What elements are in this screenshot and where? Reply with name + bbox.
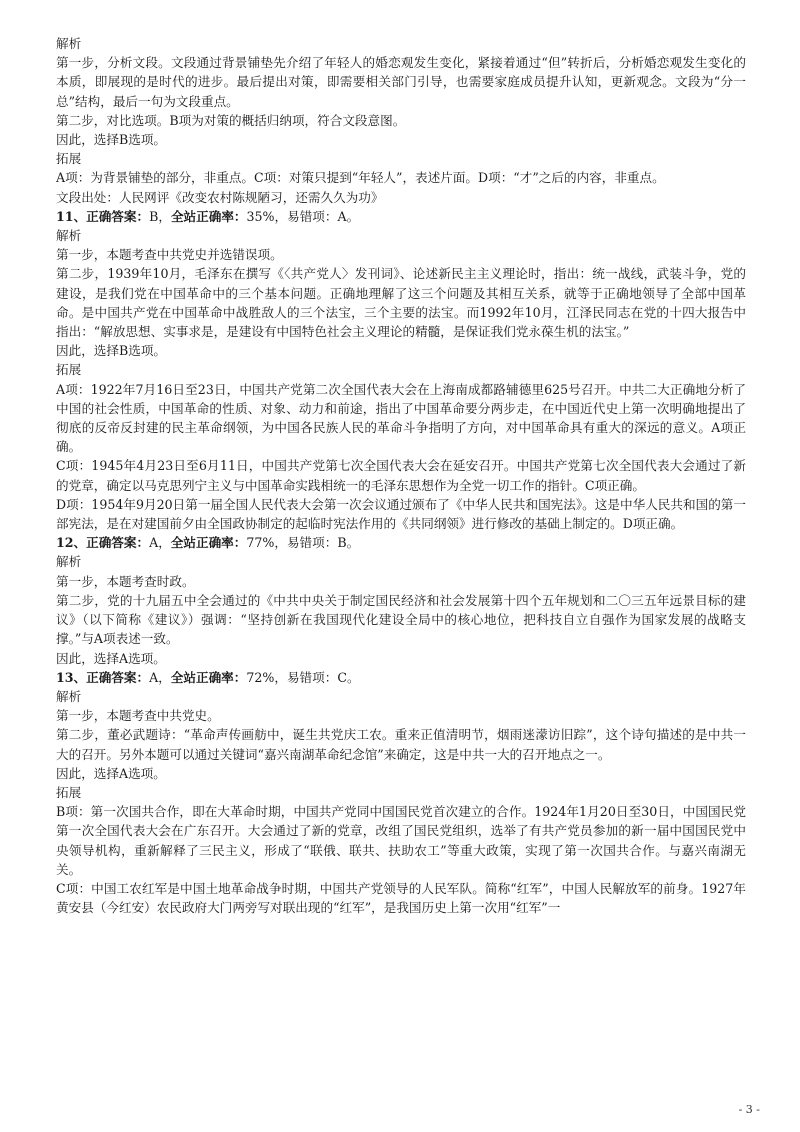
text-line: A项：为背景铺垫的部分，非重点。C项：对策只提到“年轻人”，表述片面。D项：“才”之后的内容，非重点。 bbox=[56, 170, 665, 186]
text-line: 解析 bbox=[56, 228, 82, 244]
text-line: D项：1954年9月20日第一届全国人民代表大会第一次会议通过颁布了《中华人民共和国宪法》。这是中华人民共和国的第一部宪法，是在对建国前夕由全国政协制定的起临时宪法作用的《共同纲领》进行修改的基础上制定的。D项正确。 bbox=[56, 496, 746, 532]
text-line bbox=[56, 533, 746, 552]
accuracy-label: 全站正确率： bbox=[170, 535, 247, 551]
text-line: 拓展 bbox=[56, 151, 82, 167]
text-line: 文段出处：人民网评《改变农村陈规陋习，还需久久为功》 bbox=[56, 189, 384, 205]
answer-value: B， bbox=[149, 208, 171, 224]
text-line: C项：1945年4月23日至6月11日，中国共产党第七次全国代表大会在延安召开。中国共产党第七次全国代表大会通过了新的党章，确定以马克思列宁主义与中国革命实践相统一的毛泽东思想作为全党一切工作的指针。C项正确。 bbox=[56, 458, 746, 493]
answer-label: 13、正确答案： bbox=[56, 669, 150, 685]
accuracy-value: 77%，易错项：B。 bbox=[246, 535, 360, 551]
text-line: B项：第一次国共合作，即在大革命时期，中国共产党同中国国民党首次建立的合作。1924年1月20日至30日，中国国民党第一次全国代表大会在广东召开。大会通过了新的党章，改组了国民党组织，选举了有共产党员参加的新一届中国国民党中央领导机构，重新解释了三民主义，形成了“联俄、联共、扶助农工”等重大政策，实现了第一次国共合作。与嘉兴南湖无关。 bbox=[56, 804, 746, 877]
text-line bbox=[56, 668, 746, 687]
answer-value: A， bbox=[149, 535, 171, 551]
accuracy-label: 全站正确率： bbox=[170, 208, 247, 224]
text-line: 解析 bbox=[56, 36, 82, 51]
text-line: 因此，选择A选项。 bbox=[56, 650, 166, 666]
text-line: 第二步，党的十九届五中全会通过的《中共中央关于制定国民经济和社会发展第十四个五年规划和二〇三五年远景目标的建议》（以下简称《建议》）强调：“坚持创新在我国现代化建设全局中的核心地位，把科技自立自强作为国家发展的战略支撑。”与A项表述一致。 bbox=[56, 592, 746, 647]
text-line: 解析 bbox=[56, 688, 82, 704]
text-line: 第二步，1939年10月，毛泽东在撰写《〈共产党人〉发刊词》、论述新民主主义理论时，指出：统一战线，武装斗争，党的建设，是我们党在中国革命中的三个基本问题。正确地理解了这三个问题及其相互关系，就等于正确地领导了全部中国革命。是中国共产党在中国革命中战胜敌人的三个法宝，三个主要的法宝。而1992年10月，江泽民同志在党的十四大报告中指出：“解放思想、实事求是，是建设有中国特色社会主义理论的精髓，是保证我们党永葆生机的法宝。” bbox=[56, 266, 746, 340]
text-line: 第二步，对比选项。B项为对策的概括归纳项，符合文段意图。 bbox=[56, 112, 406, 128]
answer-label: 11、正确答案： bbox=[56, 208, 150, 224]
page-number: - 3 - bbox=[738, 1103, 760, 1116]
accuracy-value: 72%，易错项：C。 bbox=[246, 669, 360, 685]
text-line: C项：中国工农红军是中国土地革命战争时期，中国共产党领导的人民军队。简称“红军”，中国人民解放军的前身。1927年黄安县（今红安）农民政府大门两旁写对联出现的“红军”，是我国历史上第一次用“红军”一 bbox=[56, 880, 746, 916]
text-line: 第二步，董必武题诗：“革命声传画舫中，诞生共党庆工农。重来正值清明节，烟雨迷濛访旧踪”，这个诗句描述的是中共一大的召开。另外本题可以通过关键词“嘉兴南湖革命纪念馆”来确定，这是中共一大的召开地点之一。 bbox=[56, 727, 746, 762]
text-line: 解析 bbox=[56, 554, 82, 570]
text-line: 第一步，本题考查中共党史。 bbox=[56, 708, 220, 724]
text-line: 第一步，本题考查中共党史并选错误项。 bbox=[56, 247, 283, 263]
answer-value: A， bbox=[149, 669, 171, 685]
answer-label: 12、正确答案： bbox=[56, 535, 150, 551]
text-line: 因此，选择A选项。 bbox=[56, 765, 166, 781]
text-line: 因此，选择B选项。 bbox=[56, 343, 167, 359]
text-line: 第一步，本题考查时政。 bbox=[56, 573, 195, 589]
text-line: A项：1922年7月16日至23日，中国共产党第二次全国代表大会在上海南成都路辅德里625号召开。中共二大正确地分析了中国的社会性质，中国革命的性质、对象、动力和前途，指出了中国革命要分两步走，在中国近代史上第一次明确地提出了彻底的反帝反封建的民主革命纲领，为中国各民族人民的革命斗争指明了方向，对中国革命具有重大的深远的意义。A项正确。 bbox=[56, 381, 746, 455]
text-line: 拓展 bbox=[56, 784, 82, 800]
accuracy-value: 35%，易错项：A。 bbox=[246, 208, 360, 224]
text-line bbox=[56, 207, 746, 226]
text-line: 第一步，分析文段。文段通过背景铺垫先介绍了年轻人的婚恋观发生变化，紧接着通过“但”转折后，分析婚恋观发生变化的本质，即展现的是时代的进步。最后提出对策，即需要相关部门引导，也需要家庭成员提升认知，更新观念。文段为“分一总”结构，最后一句为文段重点。 bbox=[56, 55, 746, 109]
accuracy-label: 全站正确率： bbox=[170, 669, 247, 685]
document-page bbox=[56, 34, 746, 917]
text-line: 拓展 bbox=[56, 362, 82, 378]
text-line: 因此，选择B选项。 bbox=[56, 132, 167, 148]
